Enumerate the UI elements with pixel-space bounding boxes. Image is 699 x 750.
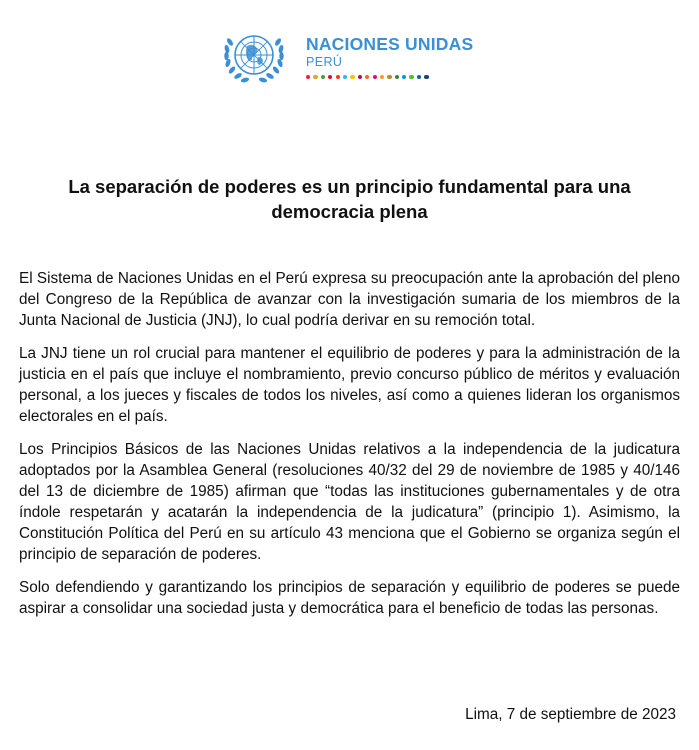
page-title: La separación de poderes es un principio fundamental para una democracia plena: [68, 176, 631, 222]
paragraph: La JNJ tiene un rol crucial para mantener el equilibrio de poderes y para la administración de la justicia en el país que incluye el nombramiento, previo concurso público de méritos y evaluación personal, a los jueces y fiscales de todos los niveles, así como a quienes lideran los organismos electorales en el país.: [19, 345, 680, 425]
sdg-dot: [373, 75, 377, 79]
sdg-dot: [343, 75, 347, 79]
sdg-dot: [409, 75, 413, 79]
sdg-dot: [417, 75, 421, 79]
document-body: [19, 268, 680, 631]
org-country: PERÚ: [306, 55, 343, 69]
sdg-dot: [358, 75, 362, 79]
sdg-dot: [380, 75, 384, 79]
un-emblem-icon: [217, 22, 291, 92]
sdg-dot: [402, 75, 406, 79]
date-line: Lima, 7 de septiembre de 2023: [465, 706, 676, 723]
sdg-dot: [387, 75, 391, 79]
sdg-dot: [350, 75, 354, 79]
sdg-dot: [365, 75, 369, 79]
header-logo: [0, 22, 699, 92]
sdg-dot: [321, 75, 325, 79]
sdg-dot: [424, 75, 428, 79]
sdg-dot: [306, 75, 310, 79]
paragraph: Los Principios Básicos de las Naciones Unidas relativos a la independencia de la judicatura adoptados por la Asamblea General (resoluciones 40/32 del 29 de noviembre de 1985 y 40/146 del 13 de diciembre de 1985) afirman que “todas las instituciones gubernamentales y de otra índole respetarán y acatarán la independencia de la judicatura” (principio 1). Asimismo, la Constitución Política del Perú en su artículo 43 menciona que el Gobierno se organiza según el principio de separación de poderes.: [19, 441, 680, 563]
paragraph: Solo defendiendo y garantizando los principios de separación y equilibrio de poderes se puede aspirar a consolidar una sociedad justa y democrática para el beneficio de todas las personas.: [19, 579, 680, 617]
sdg-dot: [395, 75, 399, 79]
sdg-dot: [313, 75, 317, 79]
org-name: NACIONES UNIDAS: [306, 34, 474, 54]
sdg-dot: [336, 75, 340, 79]
sdg-dot: [328, 75, 332, 79]
paragraph: El Sistema de Naciones Unidas en el Perú expresa su preocupación ante la aprobación del pleno del Congreso de la República de avanzar con la investigación sumaria de los miembros de la Junta Nacional de Justicia (JNJ), lo cual podría derivar en su remoción total.: [19, 270, 680, 329]
sdg-color-dots: [306, 75, 429, 81]
